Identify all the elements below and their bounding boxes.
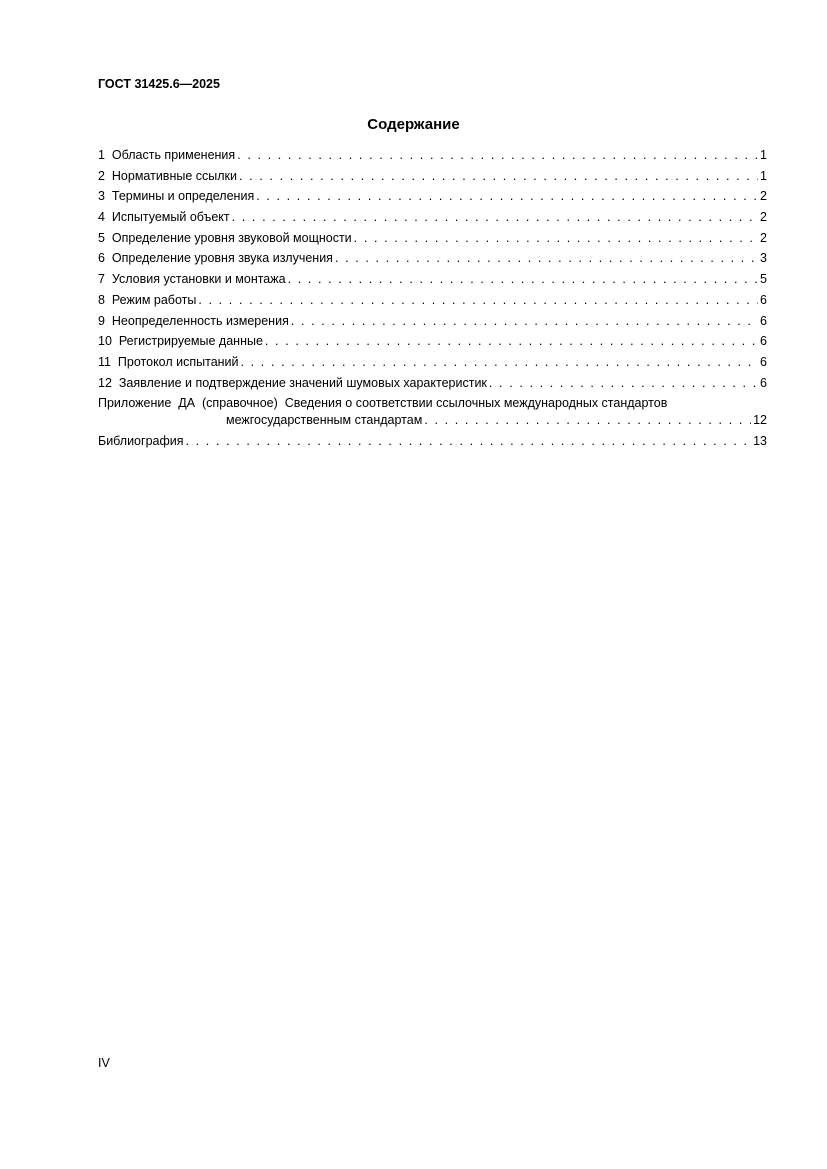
dot-leader	[232, 207, 758, 228]
appendix-title-line1: Приложение ДА (справочное) Сведения о соответствии ссылочных международных стандартов	[98, 396, 668, 411]
toc-entry-page: 5	[760, 272, 767, 287]
toc-entry-6[interactable]	[98, 248, 767, 269]
toc-entry-title: 11 Протокол испытаний	[98, 354, 239, 369]
appendix-title-line2-row	[98, 412, 767, 429]
dot-leader	[198, 290, 758, 311]
toc-entry-bibliography[interactable]	[98, 431, 767, 452]
toc-entry-title: 6 Определение уровня звука излучения	[98, 251, 333, 266]
dot-leader	[256, 186, 758, 207]
toc-entry-title: 2 Нормативные ссылки	[98, 168, 237, 183]
appendix-title-line2: межгосударственным стандартам	[226, 413, 423, 428]
toc-entry-title: 1 Область применения	[98, 148, 236, 162]
page-number: IV	[98, 1056, 110, 1070]
toc-entry-title: 4 Испытуемый объект	[98, 210, 230, 225]
dot-leader	[265, 331, 758, 352]
dot-leader	[489, 373, 758, 394]
toc-entry-title: 8 Режим работы	[98, 292, 197, 307]
toc-entry-title: 12 Заявление и подтверждение значений шумовых характеристик	[98, 375, 487, 390]
dot-leader	[237, 145, 758, 166]
toc-entry-page: 6	[760, 375, 767, 390]
toc-entry-2[interactable]	[98, 166, 767, 187]
dot-leader	[186, 431, 752, 452]
toc-entry-page: 2	[760, 210, 767, 225]
dot-leader	[241, 352, 759, 373]
toc-entry-page: 6	[760, 313, 767, 328]
toc-entry-page: 1	[760, 168, 767, 183]
toc-entry-12[interactable]	[98, 373, 767, 394]
toc-entry-page: 6	[760, 292, 767, 307]
dot-leader	[354, 228, 758, 249]
toc-entry-10[interactable]	[98, 331, 767, 352]
document-header: ГОСТ 31425.6—2025	[98, 77, 220, 91]
table-of-contents	[98, 145, 767, 452]
toc-entry-3[interactable]	[98, 186, 767, 207]
toc-entry-page: 2	[760, 189, 767, 204]
toc-entry-title: 5 Определение уровня звуковой мощности	[98, 230, 352, 245]
toc-entry-8[interactable]	[98, 290, 767, 311]
toc-entry-page: 6	[760, 334, 767, 349]
toc-entry-page: 13	[753, 434, 767, 449]
toc-entry-page: 3	[760, 251, 767, 266]
toc-entry-1[interactable]	[98, 145, 767, 166]
toc-entry-page: 6	[760, 354, 767, 369]
toc-entry-title: Библиография	[98, 434, 184, 449]
toc-entry-4[interactable]	[98, 207, 767, 228]
dot-leader	[335, 248, 758, 269]
toc-entry-title: 3 Термины и определения	[98, 189, 255, 204]
dot-leader	[424, 412, 751, 429]
page-title: Содержание	[367, 116, 460, 133]
dot-leader	[291, 311, 758, 332]
toc-entry-appendix[interactable]	[98, 395, 767, 429]
toc-entry-title: 7 Условия установки и монтажа	[98, 272, 286, 287]
toc-entry-5[interactable]	[98, 228, 767, 249]
dot-leader	[288, 269, 758, 290]
dot-leader	[239, 166, 758, 187]
toc-entry-page: 12	[753, 413, 767, 428]
toc-entry-page: 2	[760, 230, 767, 245]
toc-entry-7[interactable]	[98, 269, 767, 290]
toc-entry-title: 9 Неопределенность измерения	[98, 313, 289, 328]
toc-entry-title: 10 Регистрируемые данные	[98, 334, 263, 349]
toc-entry-page: 1	[760, 148, 767, 162]
toc-entry-11[interactable]	[98, 352, 767, 373]
toc-entry-9[interactable]	[98, 311, 767, 332]
